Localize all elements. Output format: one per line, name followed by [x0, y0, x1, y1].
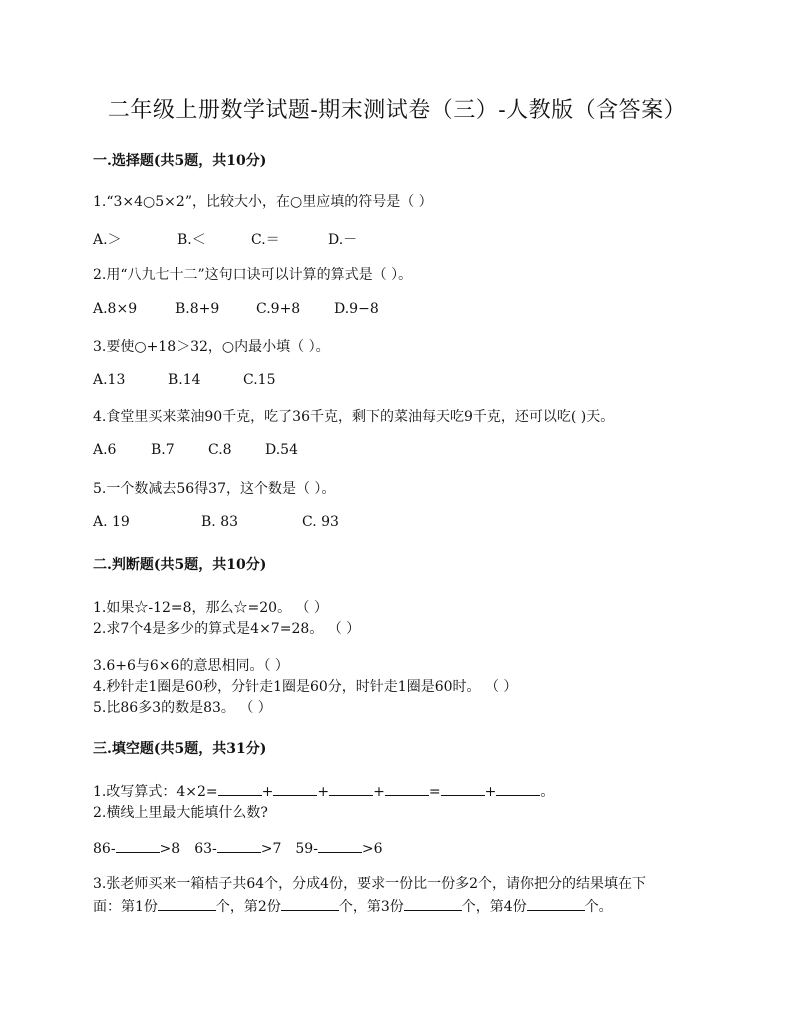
item-suffix: >7	[260, 841, 282, 857]
question-text: 个，第3份	[338, 899, 404, 915]
answer-blank[interactable]	[116, 839, 160, 853]
section-heading-choice: 一.选择题(共5题，共10分)	[93, 153, 267, 169]
item-prefix: 59-	[295, 841, 318, 857]
choice-options-1	[93, 229, 357, 249]
option: A.8×9	[93, 301, 138, 317]
answer-blank[interactable]	[527, 897, 585, 911]
answer-blank[interactable]	[218, 782, 262, 796]
judge-question-4: 4.秒针走1圈是60秒，分针走1圈是60分，时针走1圈是60时。 （ ）	[93, 679, 518, 695]
fill-question-3-blanks	[93, 896, 613, 916]
answer-blank[interactable]	[273, 782, 317, 796]
answer-blank[interactable]	[318, 839, 362, 853]
choice-question-5: 5.一个数减去56得37，这个数是（ ）。	[93, 481, 336, 497]
fill-question-2-items	[93, 839, 383, 857]
option: D.9−8	[334, 301, 379, 317]
choice-options-2	[93, 301, 379, 317]
fill-question-3: 3.张老师买来一箱桔子共64个，分成4份，要求一份比一份多2个，请你把分的结果填在下	[93, 876, 646, 892]
choice-question-2: 2.用“八九七十二”这句口诀可以计算的算式是（ ）。	[93, 267, 413, 283]
option: A.13	[93, 372, 126, 388]
option: C.8	[208, 442, 232, 458]
answer-blank[interactable]	[404, 897, 462, 911]
page-title: 二年级上册数学试题-期末测试卷（三）-人教版（含答案）	[107, 98, 687, 123]
option: C. 93	[302, 514, 339, 530]
question-text: 个，第4份	[461, 899, 527, 915]
option: B.＜	[177, 232, 206, 248]
question-text: 个，第2份	[215, 899, 281, 915]
item-prefix: 86-	[93, 841, 116, 857]
judge-question-5: 5.比86多3的数是83。 （ ）	[93, 700, 272, 716]
question-text: 个。	[584, 899, 613, 915]
judge-question-2: 2.求7个4是多少的算式是4×7=28。 （ ）	[93, 621, 361, 637]
judge-question-1: 1.如果☆-12=8，那么☆=20。 （ ）	[93, 600, 328, 616]
answer-blank[interactable]	[441, 782, 485, 796]
item-prefix: 63-	[194, 841, 217, 857]
plus-sign: +	[484, 784, 497, 800]
choice-options-3	[93, 372, 275, 388]
fill-question-1	[93, 781, 554, 801]
question-text: 1.改写算式：4×2=	[93, 784, 218, 800]
option: C.9+8	[256, 301, 301, 317]
choice-question-3: 3.要使○+18＞32，○内最小填（ ）。	[93, 339, 330, 355]
option: A.＞	[93, 232, 122, 248]
end-mark: 。	[540, 784, 555, 800]
equals-sign: =	[428, 784, 441, 800]
option: B.8+9	[175, 301, 220, 317]
choice-options-4	[93, 442, 298, 458]
answer-blank[interactable]	[496, 782, 540, 796]
choice-options-5	[93, 514, 339, 530]
section-heading-fill: 三.填空题(共5题，共31分)	[93, 741, 267, 757]
plus-sign: +	[373, 784, 385, 800]
fill-question-2: 2.横线上里最大能填什么数?	[93, 805, 268, 821]
item-suffix: >6	[361, 841, 383, 857]
option: B.7	[151, 442, 175, 458]
option: D.－	[328, 232, 358, 248]
judge-question-3: 3.6+6与6×6的意思相同。（ ）	[93, 658, 289, 674]
plus-sign: +	[317, 784, 330, 800]
option: B.14	[168, 372, 201, 388]
option: A. 19	[93, 514, 130, 530]
item-suffix: >8	[159, 841, 181, 857]
option: C.15	[243, 372, 276, 388]
choice-question-1: 1.“3×4○5×2”，比较大小，在○里应填的符号是（ ）	[93, 194, 433, 210]
option: A.6	[93, 442, 117, 458]
answer-blank[interactable]	[158, 897, 216, 911]
option: C.＝	[251, 232, 280, 248]
answer-blank[interactable]	[217, 839, 261, 853]
section-heading-judge: 二.判断题(共5题，共10分)	[93, 557, 267, 573]
plus-sign: +	[261, 784, 274, 800]
answer-blank[interactable]	[385, 782, 429, 796]
option: B. 83	[201, 514, 239, 530]
answer-blank[interactable]	[329, 782, 373, 796]
question-text: 面：第1份	[93, 899, 158, 915]
option: D.54	[265, 442, 298, 458]
answer-blank[interactable]	[281, 897, 339, 911]
choice-question-4: 4.食堂里买来菜油90千克，吃了36千克，剩下的菜油每天吃9千克，还可以吃( )天。	[93, 409, 615, 425]
